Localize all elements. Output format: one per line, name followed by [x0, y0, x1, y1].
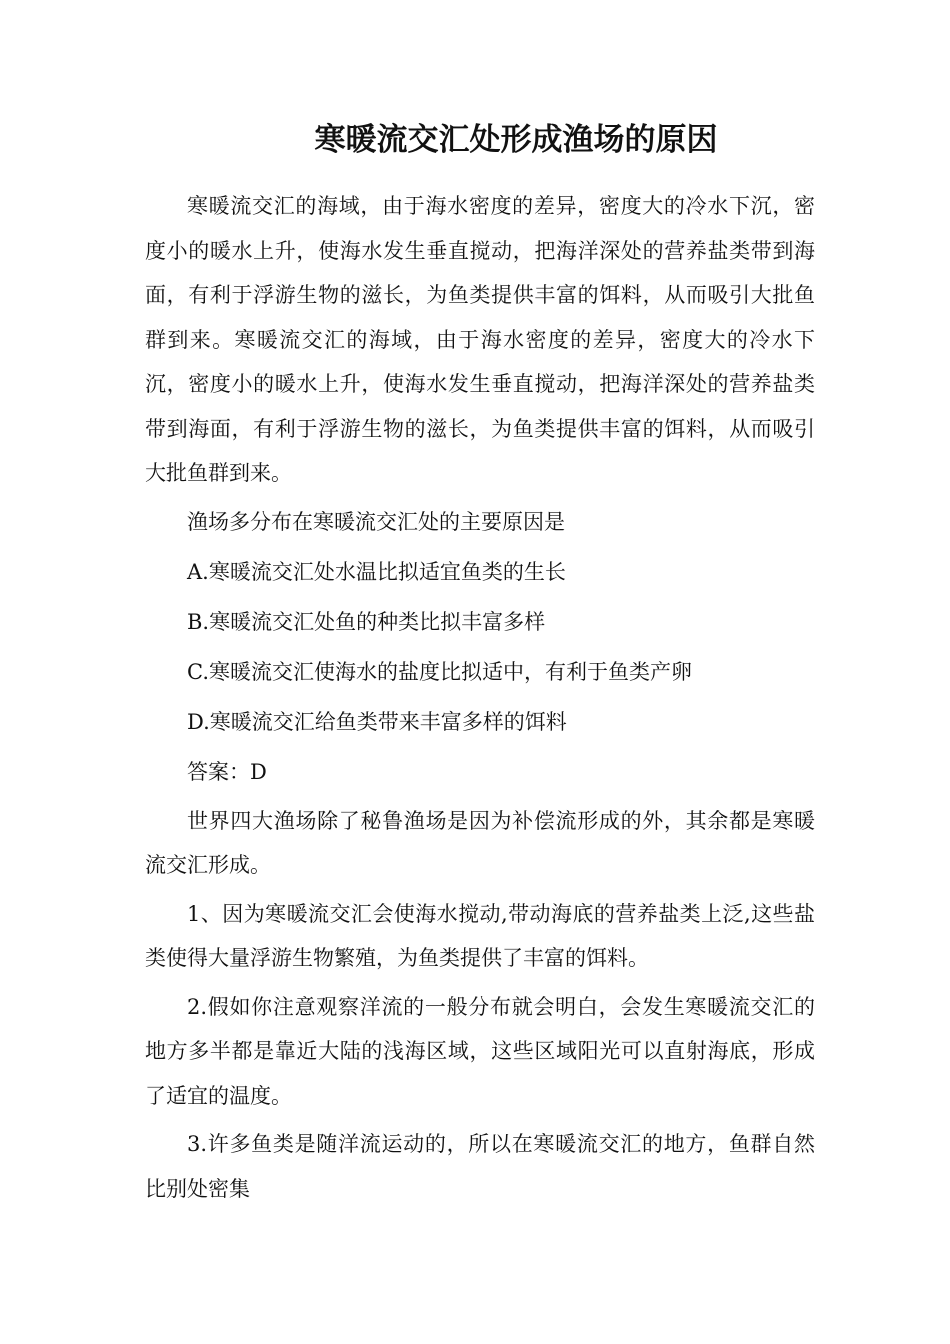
- option-d: D.寒暖流交汇给鱼类带来丰富多样的饵料: [187, 709, 567, 734]
- point-3-paragraph: 3.许多鱼类是随洋流运动的，所以在寒暖流交汇的地方，鱼群自然比别处密集: [145, 1132, 815, 1201]
- option-a: A.寒暖流交汇处水温比拟适宜鱼类的生长: [187, 559, 566, 584]
- document-title: 寒暖流交汇处形成渔场的原因: [314, 122, 718, 158]
- answer-text: 答案：D: [187, 759, 267, 784]
- question-text: 渔场多分布在寒暖流交汇处的主要原因是: [187, 509, 565, 534]
- intro-paragraph: 寒暖流交汇的海域，由于海水密度的差异，密度大的冷水下沉，密度小的暖水上升，使海水发生垂直搅动，把海洋深处的营养盐类带到海面，有利于浮游生物的滋长，为鱼类提供丰富的饵料，从而吸引大批鱼群到来。寒暖流交汇的海域，由于海水密度的差异，密度大的冷水下沉，密度小的暖水上升，使海水发生垂直搅动，把海洋深处的营养盐类带到海面，有利于浮游生物的滋长，为鱼类提供丰富的饵料，从而吸引大批鱼群到来。: [145, 194, 815, 485]
- point-2-paragraph: 2.假如你注意观察洋流的一般分布就会明白，会发生寒暖流交汇的地方多半都是靠近大陆的浅海区域，这些区域阳光可以直射海底，形成了适宜的温度。: [145, 994, 815, 1108]
- option-c: C.寒暖流交汇使海水的盐度比拟适中，有利于鱼类产卵: [187, 659, 692, 684]
- document-body: [145, 118, 815, 1211]
- option-b: B.寒暖流交汇处鱼的种类比拟丰富多样: [187, 609, 546, 634]
- explanation-paragraph: 世界四大渔场除了秘鲁渔场是因为补偿流形成的外，其余都是寒暖流交汇形成。: [145, 808, 815, 877]
- point-1-paragraph: 1、因为寒暖流交汇会使海水搅动,带动海底的营养盐类上泛,这些盐类使得大量浮游生物繁殖，为鱼类提供了丰富的饵料。: [145, 901, 815, 970]
